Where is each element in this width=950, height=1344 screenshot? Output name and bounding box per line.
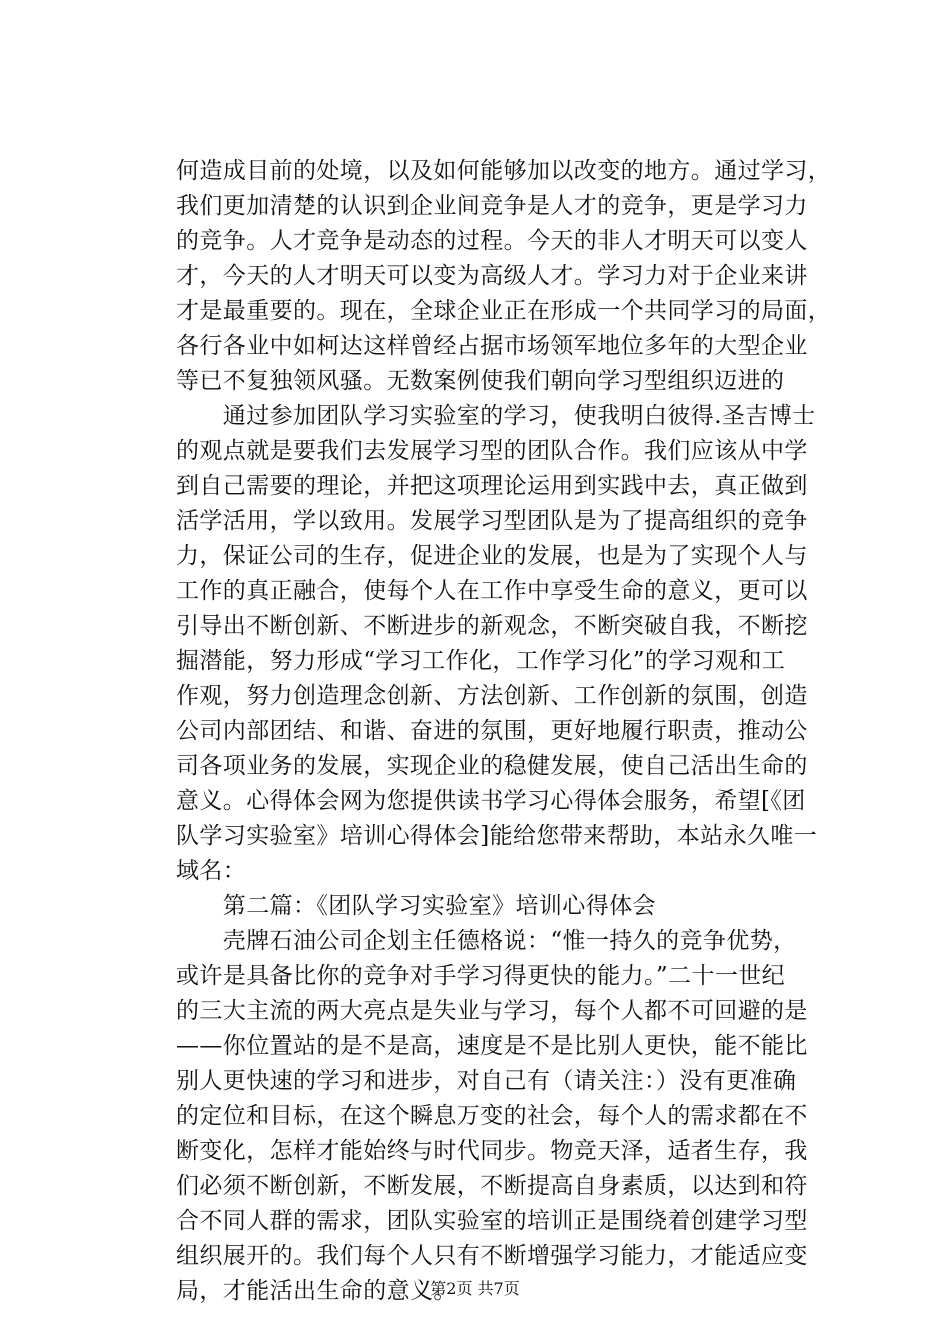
text-line: 才，今天的人才明天可以变为高级人才。学习力对于企业来讲 — [176, 263, 808, 289]
text-line: 工作的真正融合，使每个人在工作中享受生命的意义，更可以 — [176, 578, 808, 604]
text-line: 的观点就是要我们去发展学习型的团队合作。我们应该从中学 — [176, 438, 808, 464]
document-body — [176, 154, 856, 1309]
text-line: 通过参加团队学习实验室的学习，使我明白彼得.圣吉博士 — [176, 403, 816, 429]
text-line: 等已不复独领风骚。无数案例使我们朝向学习型组织迈进的 — [176, 368, 785, 394]
text-line: 断变化，怎样才能始终与时代同步。物竞天泽，适者生存，我 — [176, 1138, 808, 1164]
text-line: 们必须不断创新，不断发展，不断提高自身素质，以达到和符 — [176, 1173, 808, 1199]
text-line: 何造成目前的处境，以及如何能够加以改变的地方。通过学习， — [176, 158, 832, 184]
text-line: 组织展开的。我们每个人只有不断增强学习能力，才能适应变 — [176, 1243, 808, 1269]
text-line: 掘潜能，努力形成“学习工作化，工作学习化”的学习观和工 — [176, 648, 786, 674]
text-line: 我们更加清楚的认识到企业间竞争是人才的竞争，更是学习力 — [176, 193, 808, 219]
section-heading: 第二篇：《团队学习实验室》培训心得体会 — [176, 893, 656, 919]
text-line: ——你位置站的是不是高，速度是不是比别人更快，能不能比 — [176, 1033, 808, 1059]
text-line: 到自己需要的理论，并把这项理论运用到实践中去，真正做到 — [176, 473, 808, 499]
page-number-label: 第2页 共7页 — [430, 1279, 520, 1298]
text-line: 意义。心得体会网为您提供读书学习心得体会服务，希望[《团 — [176, 788, 806, 814]
text-line: 的定位和目标，在这个瞬息万变的社会，每个人的需求都在不 — [176, 1103, 808, 1129]
text-line: 力，保证公司的生存，促进企业的发展，也是为了实现个人与 — [176, 543, 808, 569]
text-line: 才是最重要的。现在，全球企业正在形成一个共同学习的局面， — [176, 298, 832, 324]
text-line: 或许是具备比你的竞争对手学习得更快的能力。”二十一世纪 — [176, 963, 786, 989]
text-line: 局，才能活出生命的意义。 — [176, 1278, 457, 1304]
text-line: 作观，努力创造理念创新、方法创新、工作创新的氛围，创造 — [176, 683, 808, 709]
text-line: 队学习实验室》培训心得体会]能给您带来帮助，本站永久唯一 — [176, 823, 818, 849]
text-line: 的竞争。人才竞争是动态的过程。今天的非人才明天可以变人 — [176, 228, 808, 254]
text-line: 司各项业务的发展，实现企业的稳健发展，使自己活出生命的 — [176, 753, 808, 779]
text-line: 壳牌石油公司企划主任德格说：“惟一持久的竞争优势， — [176, 928, 797, 954]
page-footer — [0, 1279, 950, 1299]
text-line: 域名： — [176, 858, 247, 884]
text-line: 的三大主流的两大亮点是失业与学习，每个人都不可回避的是 — [176, 998, 808, 1024]
text-line: 各行各业中如柯达这样曾经占据市场领军地位多年的大型企业 — [176, 333, 808, 359]
text-line: 别人更快速的学习和进步，对自己有（请关注：）没有更准确 — [176, 1068, 797, 1094]
text-line: 引导出不断创新、不断进步的新观念，不断突破自我，不断挖 — [176, 613, 808, 639]
text-line: 活学活用，学以致用。发展学习型团队是为了提高组织的竞争 — [176, 508, 808, 534]
text-line: 合不同人群的需求，团队实验室的培训正是围绕着创建学习型 — [176, 1208, 808, 1234]
text-line: 公司内部团结、和谐、奋进的氛围，更好地履行职责，推动公 — [176, 718, 808, 744]
